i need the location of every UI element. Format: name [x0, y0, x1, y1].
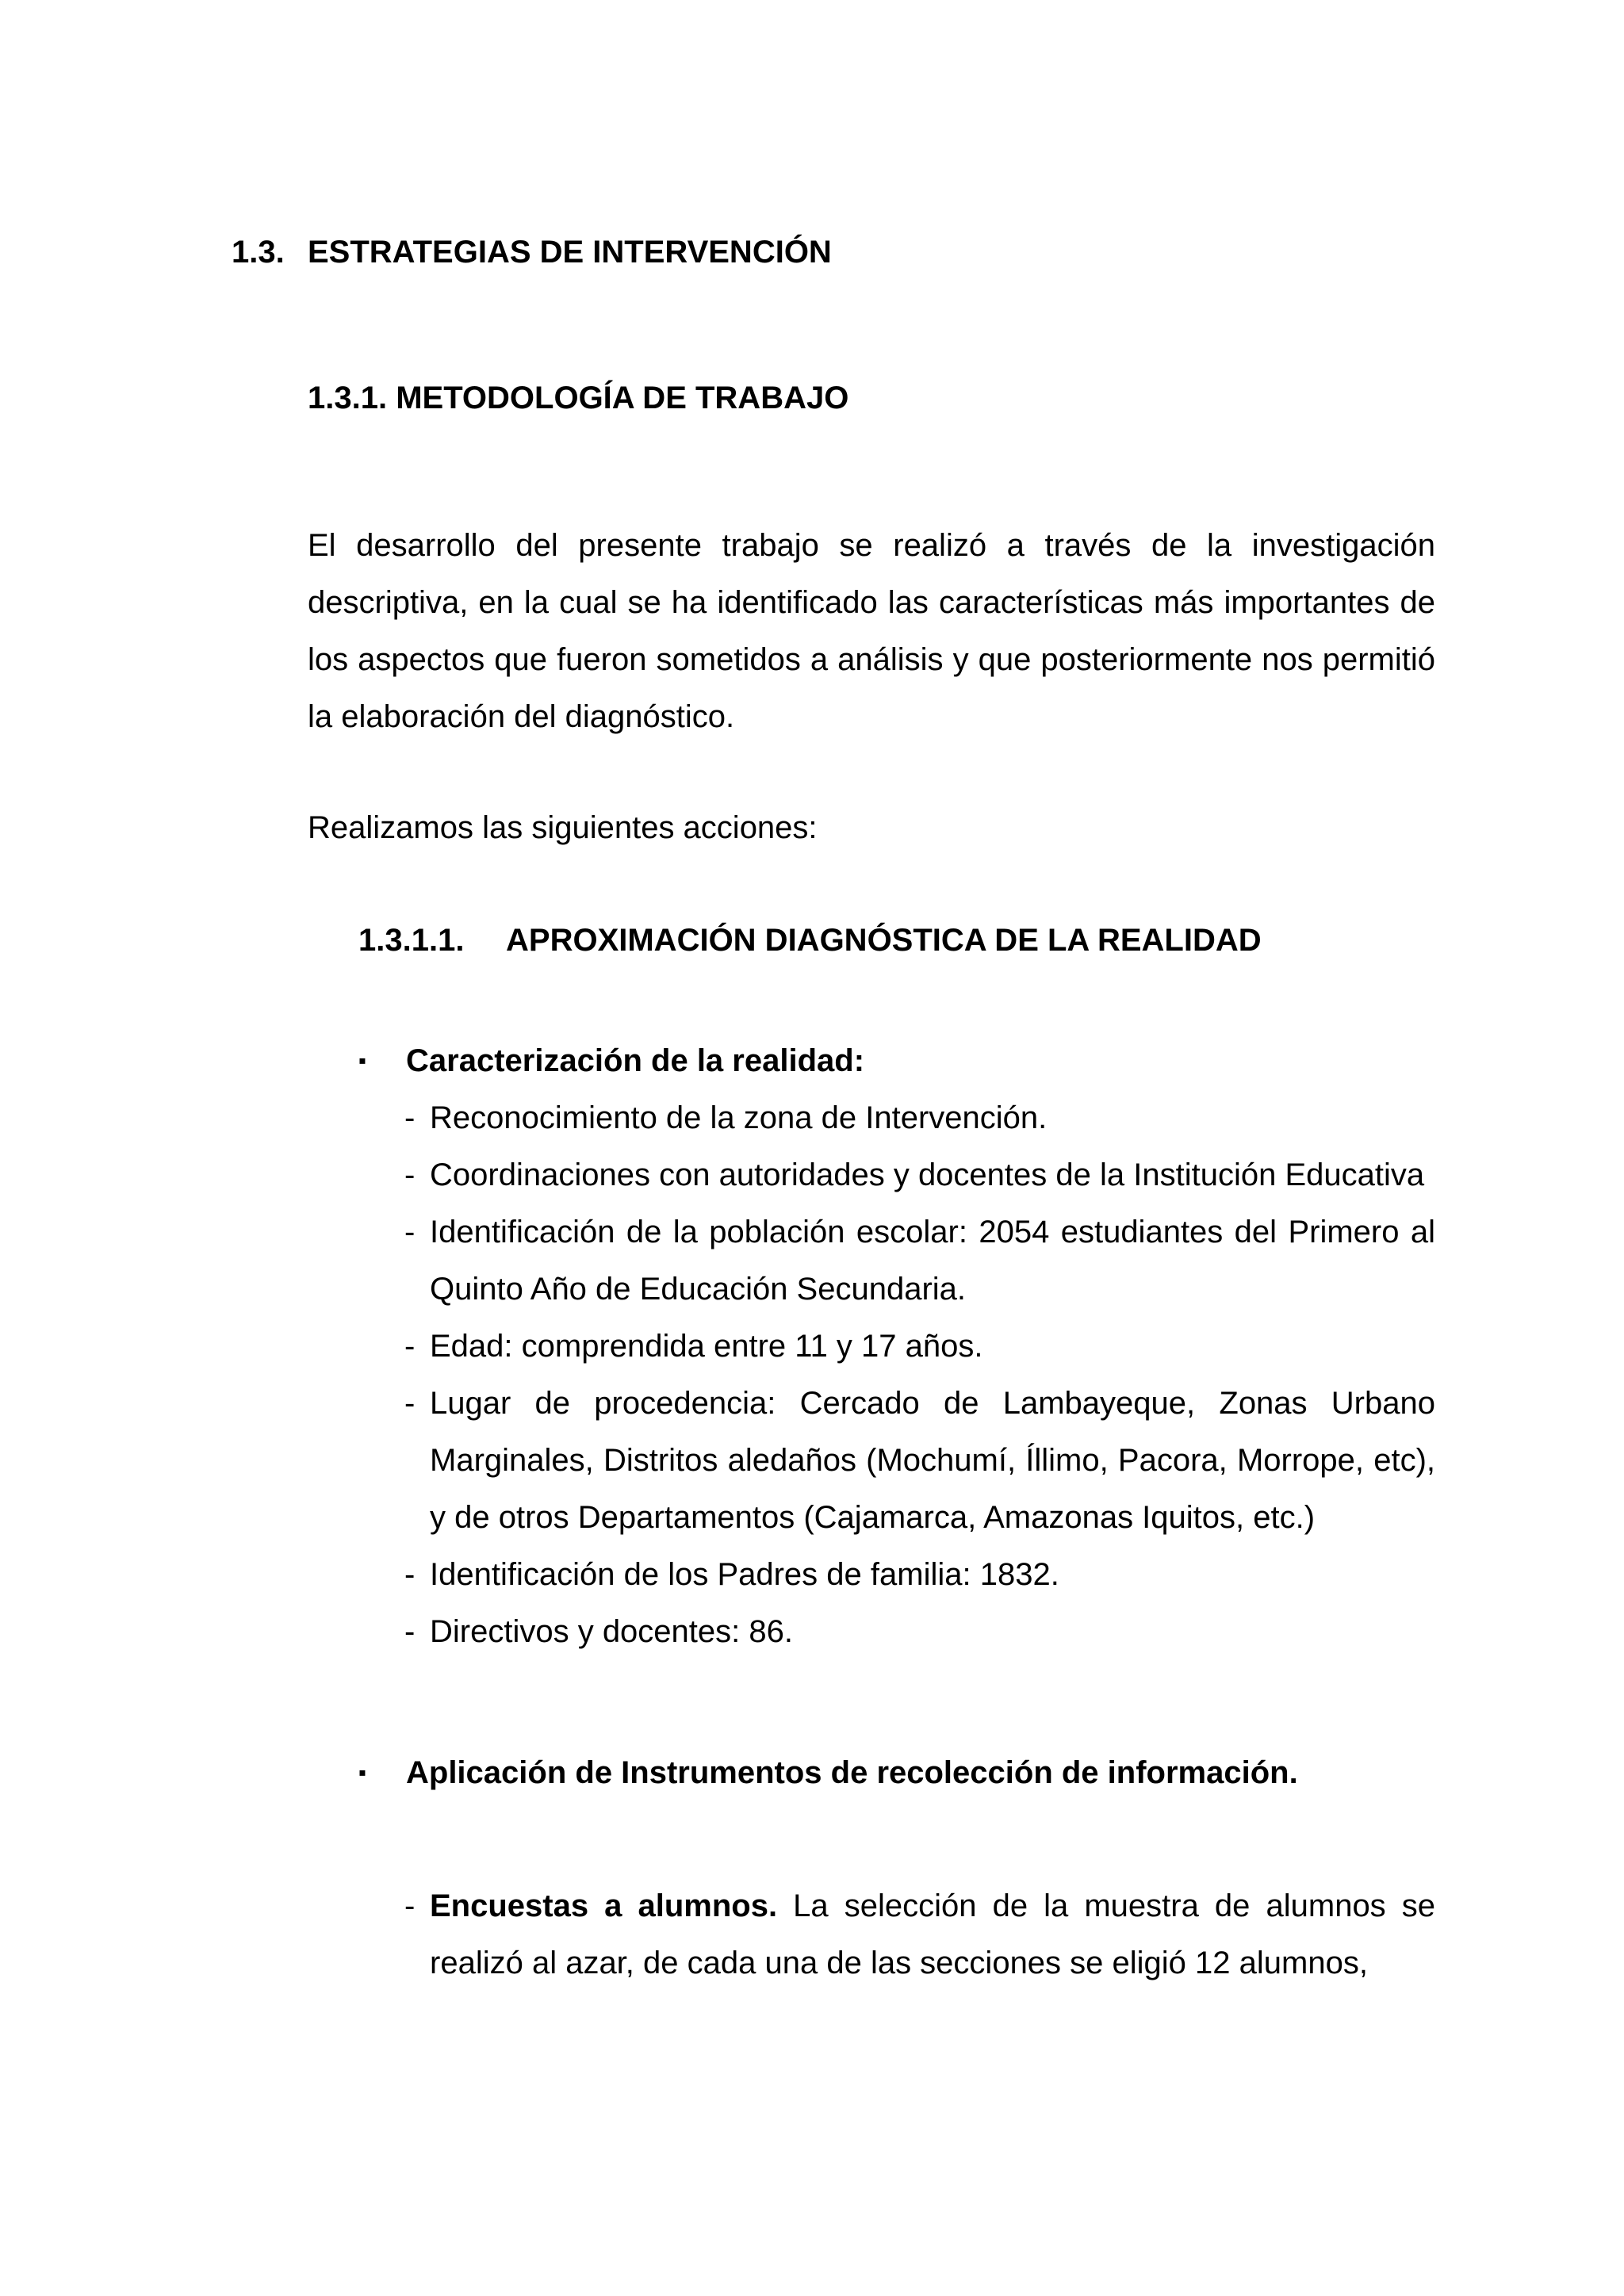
dash-marker: -: [404, 1329, 416, 1364]
list-item-text: Identificación de la población escolar: 2054 estudiantes del Primero al Quinto Año de Educación Secundaria.: [430, 1215, 1435, 1307]
bullet-square-icon: ▪: [358, 1048, 366, 1073]
section-number: 1.3.: [232, 235, 285, 270]
subsection-heading: 1.3.1. METODOLOGÍA DE TRABAJO: [308, 381, 849, 415]
list-item-encuestas: [404, 1877, 1435, 1992]
list-item-text: Identificación de los Padres de familia: 1832.: [430, 1557, 1059, 1592]
section-heading: [232, 233, 832, 271]
subsubsection-heading: [358, 921, 1262, 959]
intro-paragraph: El desarrollo del presente trabajo se realizó a través de la investigación descriptiva, en la cual se ha identificado las características más importantes de los aspectos que fueron sometidos a análisis y que posteriormente nos permitió la elaboración del diagnóstico.: [308, 528, 1435, 734]
encuestas-bold-label: Encuestas a alumnos.: [430, 1888, 778, 1923]
dash-marker: -: [404, 1888, 416, 1923]
list-item: [404, 1146, 1435, 1203]
list-item: [404, 1089, 1435, 1146]
subsubsection-number: 1.3.1.1.: [358, 923, 465, 958]
encuestas-text: La selección de la muestra de alumnos se realizó al azar, de cada una de las secciones se eligió 12 alumnos,: [430, 1888, 1436, 1980]
actions-paragraph: Realizamos las siguientes acciones:: [308, 810, 818, 845]
dash-marker: -: [404, 1100, 416, 1135]
bullet-square-icon: ▪: [358, 1760, 366, 1785]
list-item: [404, 1546, 1435, 1603]
dash-marker: -: [404, 1215, 416, 1249]
list-item-text: Reconocimiento de la zona de Intervención.: [430, 1100, 1048, 1135]
section-title: ESTRATEGIAS DE INTERVENCIÓN: [308, 235, 832, 270]
list-item-text: Lugar de procedencia: Cercado de Lambayeque, Zonas Urbano Marginales, Distritos aledaños (Mochumí, Íllimo, Pacora, Morrope, etc), y de otros Departamentos (Cajamarca, Amazonas Iquitos, etc.): [430, 1386, 1435, 1535]
caracterizacion-list: [404, 1089, 1435, 1660]
bullet-title: Aplicación de Instrumentos de recolección de información.: [406, 1755, 1298, 1790]
list-item: [404, 1375, 1435, 1546]
list-item: [404, 1203, 1435, 1318]
bullet-instrumentos: [358, 1744, 1435, 1801]
bullet-title: Caracterización de la realidad:: [406, 1043, 865, 1078]
dash-marker: -: [404, 1557, 416, 1592]
bullet-caracterizacion: [358, 1032, 1435, 1089]
dash-marker: -: [404, 1386, 416, 1421]
instrumentos-list: [404, 1877, 1435, 1992]
dash-marker: -: [404, 1158, 416, 1192]
list-item: [404, 1318, 1435, 1375]
list-item: [404, 1603, 1435, 1660]
list-item-text: Coordinaciones con autoridades y docentes de la Institución Educativa: [430, 1158, 1425, 1192]
list-item-text: Directivos y docentes: 86.: [430, 1614, 793, 1649]
subsubsection-title: APROXIMACIÓN DIAGNÓSTICA DE LA REALIDAD: [506, 923, 1262, 958]
dash-marker: -: [404, 1614, 416, 1649]
list-item-text: Edad: comprendida entre 11 y 17 años.: [430, 1329, 983, 1364]
